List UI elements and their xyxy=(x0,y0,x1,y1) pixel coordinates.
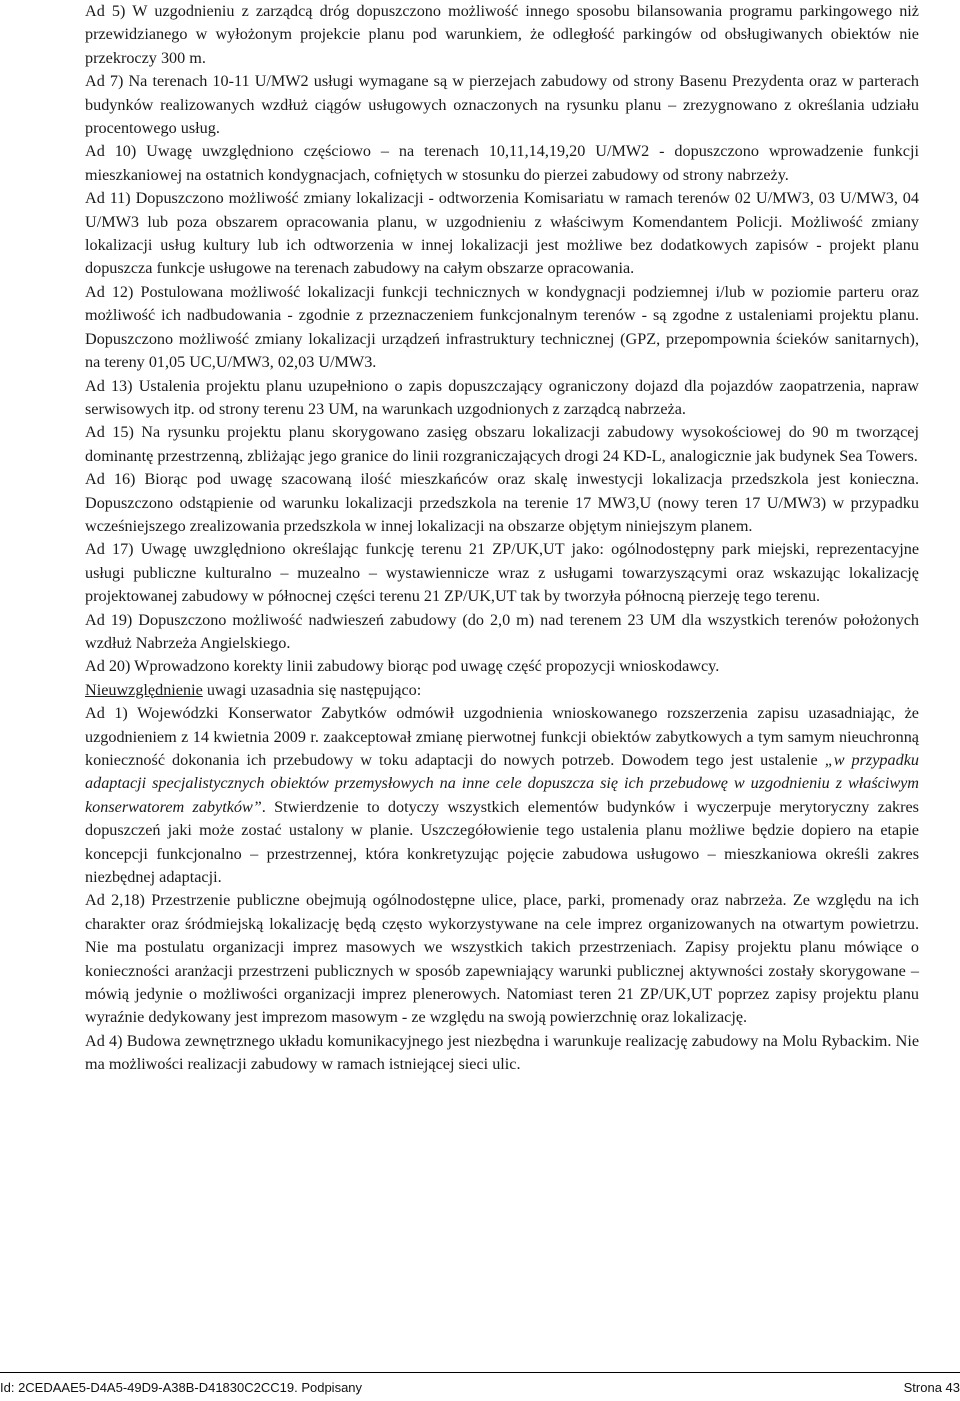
paragraph-ad-19: Ad 19) Dopuszczono możliwość nadwieszeń zabudowy (do 2,0 m) nad terenem 23 UM dla wszystkich terenów położonych wzdłuż Nabrzeża Angielskiego. xyxy=(85,610,919,652)
rejected-heading-underlined: Nieuwzględnienie xyxy=(85,680,203,699)
paragraph-ad-1 xyxy=(85,702,919,889)
paragraph-ad-7: Ad 7) Na terenach 10-11 U/MW2 usługi wymagane są w pierzejach zabudowy od strony Basenu Prezydenta oraz w parterach budynków realizowanych wzdłuż ciągów usługowych oznaczonych na rysunku planu – zrezygnowano z określania udziału procentowego usług. xyxy=(85,72,919,138)
paragraph-ad-20: Ad 20) Wprowadzono korekty linii zabudowy biorąc pod uwagę część propozycji wnioskodawcy. xyxy=(85,657,720,676)
paragraph-ad-16: Ad 16) Biorąc pod uwagę szacowaną ilość mieszkańców oraz skalę inwestycji lokalizacja przedszkola jest konieczna. Dopuszczono odstąpienie od warunku lokalizacji przedszkola na terenie 17 MW3,U (nowy teren 17 U/MW3) w przypadku wcześniejszego zrealizowania przedszkola w innej lokalizacji na obszarze objętym niniejszym planem. xyxy=(85,470,919,535)
paragraph-ad-11: Ad 11) Dopuszczono możliwość zmiany lokalizacji - odtworzenia Komisariatu w ramach terenów 02 U/MW3, 03 U/MW3, 04 U/MW3 lub poza obszarem opracowania planu, w uzgodnieniu z właściwym Komendantem Policji. Możliwość zmiany lokalizacji usług kultury lub ich odtworzenia w innej lokalizacji jest możliwe bez dodatkowych zapisów - projekt planu dopuszcza funkcje usługowe na terenach zabudowy na całym obszarze opracowania. xyxy=(85,189,919,278)
document-body xyxy=(85,0,919,1077)
paragraph-ad-12: Ad 12) Postulowana możliwość lokalizacji funkcji technicznych w kondygnacji podziemnej i/lub w poziomie parteru oraz możliwość ich nadbudowania - zgodnie z przeznaczeniem funkcjonalnym terenów - są zgodne z ustaleniami projektu planu. Dopuszczono możliwość zmiany lokalizacji urządzeń infrastruktury technicznej (GPZ, przepompownia ścieków sanitarnych), na tereny 01,05 UC,U/MW3, 02,03 U/MW3. xyxy=(85,282,919,372)
ad-1-text-before: Ad 1) Wojewódzki Konserwator Zabytków odmówił uzgodnienia wnioskowanego rozszerzenia zapisu uzasadniając, że uzgodnieniem z 14 kwietnia 2009 r. zaakceptował zmianę pierwotnej funkcji obiektów zabytkowych a tym samym nieuchronną konieczność dokonania ich przebudowy w toku adaptacji do nowych potrzeb. Dowodem tego jest ustalenie xyxy=(85,704,919,769)
paragraph-ad-15: Ad 15) Na rysunku projektu planu skorygowano zasięg obszaru lokalizacji zabudowy wysokościowej do 90 m tworzącej dominantę przestrzenną, zbliżając jego granice do linii rozgraniczających drogi 24 KD-L, analogicznie jak budynek Sea Towers. xyxy=(85,423,919,465)
ad-1-quote: „w przypadku adaptacji specjalistycznych obiektów przemysłowych na inne cele dopuszcza się ich przebudowę w uzgodnieniu z właściwym konserwatorem zabytków” xyxy=(85,751,919,816)
document-id: Id: 2CEDAAE5-D4A5-49D9-A38B-D41830C2CC19. Podpisany xyxy=(0,1380,363,1395)
ad-1-text-after: . Stwierdzenie to dotyczy wszystkich elementów budynków i wyczerpuje merytoryczny zakres dopuszczeń jaki może zostać ustalony w planie. Uszczegółowienie tego ustalenia planu możliwe będzie dopiero na etapie koncepcji funkcjonalno – przestrzennej, która konkretyzując pojęcie zabudowa usługowo – mieszkaniowa określi zakres niezbędnej adaptacji. xyxy=(85,797,919,887)
paragraph-ad-17: Ad 17) Uwagę uwzględniono określając funkcję terenu 21 ZP/UK,UT jako: ogólnodostępny park miejski, reprezentacyjne usługi publiczne kulturalno – muzealno – wystawiennicze wraz z usługami towarzyszącymi oraz wskazując lokalizację projektowanej zabudowy w północnej części terenu 21 ZP/UK,UT tak by tworzyła północną pierzeję tego terenu. xyxy=(85,540,919,606)
paragraph-ad-2-18: Ad 2,18) Przestrzenie publiczne obejmują ogólnodostępne ulice, place, parki, promenady oraz nabrzeża. Ze względu na ich charakter oraz śródmiejską lokalizację będą często wykorzystywane na cele imprez organizowanych na otwartym powietrzu. Nie ma postulatu organizacji imprez masowych we wszystkich takich przestrzeniach. Zapisy projektu planu mówiące o konieczności aranżacji przestrzeni publicznych w sposób zapewniający warunki publicznej aktywności zostały skorygowane – mówią jedynie o możliwości organizacji imprez plenerowych. Natomiast teren 21 ZP/UK,UT poprzez zapisy projektu planu wyraźnie dedykowany jest imprezom masowym - ze względu na swoją powierzchnię oraz lokalizację. xyxy=(85,891,919,1027)
rejected-heading xyxy=(85,679,919,702)
page-footer xyxy=(0,1380,960,1400)
paragraph-ad-10: Ad 10) Uwagę uwzględniono częściowo – na terenach 10,11,14,19,20 U/MW2 - dopuszczono wprowadzenie funkcji mieszkaniowej na ostatnich kondygnacjach, cofniętych w stosunku do pierzei zabudowy od strony nabrzeży. xyxy=(85,142,919,184)
paragraph-ad-13: Ad 13) Ustalenia projektu planu uzupełniono o zapis dopuszczający ograniczony dojazd dla pojazdów zaopatrzenia, napraw serwisowych itp. od strony terenu 23 UM, na warunkach uzgodnionych z zarządcą nabrzeża. xyxy=(85,376,919,418)
page-number: Strona 43 xyxy=(903,1380,960,1395)
paragraph-ad-5: Ad 5) W uzgodnieniu z zarządcą dróg dopuszczono możliwość innego sposobu bilansowania programu parkingowego niż przewidzianego w wyłożonym projekcie planu pod warunkiem, że odległość parkingów od obsługiwanych obiektów nie przekroczy 300 m. xyxy=(85,2,919,67)
paragraph-ad-4: Ad 4) Budowa zewnętrznego układu komunikacyjnego jest niezbędna i warunkuje realizację zabudowy na Molu Rybackim. Nie ma możliwości realizacji zabudowy w ramach istniejącej sieci ulic. xyxy=(85,1031,919,1074)
footer-divider xyxy=(0,1372,960,1373)
rejected-heading-rest: uwagi uzasadnia się następująco: xyxy=(202,680,422,699)
